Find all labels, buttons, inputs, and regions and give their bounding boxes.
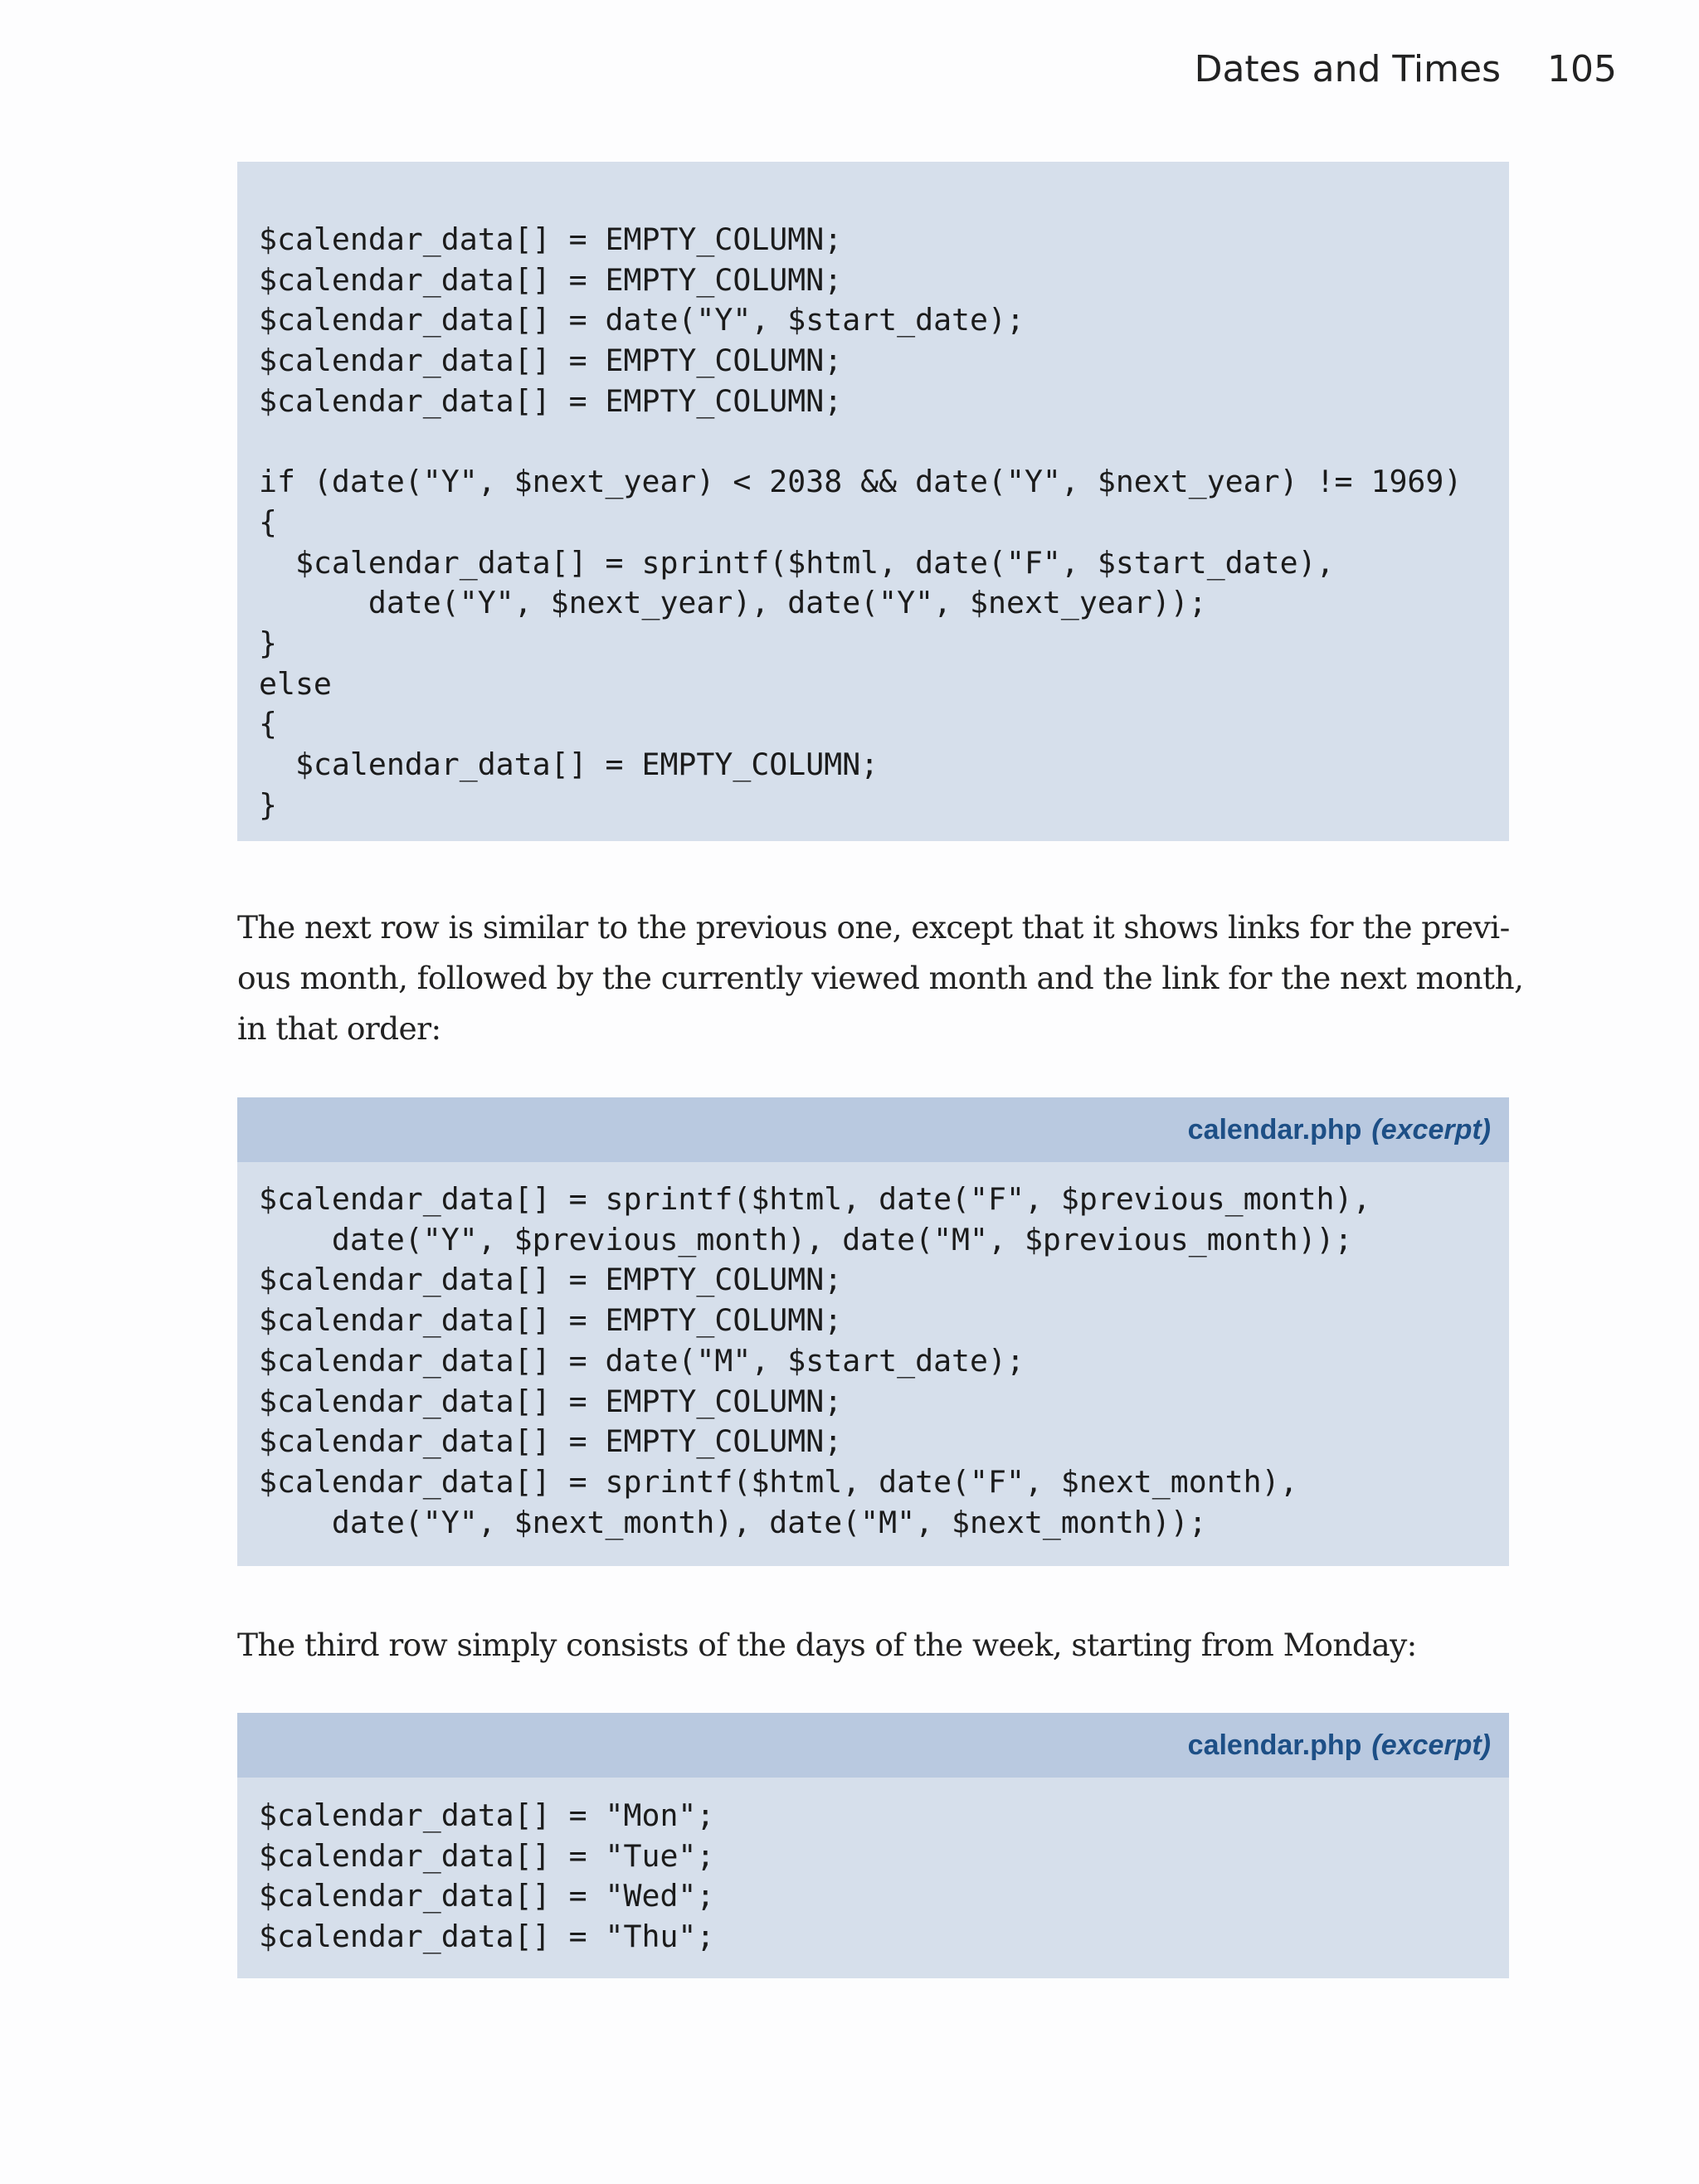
- running-header: [1195, 48, 1617, 90]
- code-caption: [237, 1097, 1509, 1162]
- code-block-2: [237, 1097, 1509, 1566]
- caption-filename: calendar.php: [1187, 1113, 1362, 1146]
- code-block-1: [237, 162, 1509, 841]
- code-listing: $calendar_data[] = "Mon"; $calendar_data[] = "Tue"; $calendar_data[] = "Wed"; $calendar_data[] = "Thu";: [259, 1797, 715, 1955]
- page-number: 105: [1547, 48, 1617, 90]
- caption-filename: calendar.php: [1187, 1729, 1362, 1761]
- code-caption: [237, 1713, 1509, 1778]
- code-listing: $calendar_data[] = EMPTY_COLUMN; $calendar_data[] = EMPTY_COLUMN; $calendar_data[] = date("Y", $start_date); $calendar_data[] = EMPTY_COLUMN; $calendar_data[] = EMPTY_COLUMN; if (date("Y", $next_year) < 2038 && date("Y", $next_year) != 1969) { $calendar_data[] = sprintf($html, date("F", $start_date), date("Y", $next_year), date("Y", $next_year)); } else { $calendar_data[] = EMPTY_COLUMN; }: [259, 221, 1463, 823]
- paragraph-line: ous month, followed by the currently viewed month and the link for the next month,: [237, 960, 1524, 996]
- code-listing: $calendar_data[] = sprintf($html, date("F", $previous_month), date("Y", $previous_month), date("M", $previous_month)); $calendar_data[] = EMPTY_COLUMN; $calendar_data[] = EMPTY_COLUMN; $calendar_data[] = date("M", $start_date); $calendar_data[] = EMPTY_COLUMN; $calendar_data[] = EMPTY_COLUMN; $calendar_data[] = sprintf($html, date("F", $next_month), date("Y", $next_month), date("M", $next_month));: [259, 1181, 1371, 1540]
- paragraph-line: The third row simply consists of the days of the week, starting from Monday:: [237, 1627, 1417, 1663]
- body-paragraph-2: [237, 1620, 1511, 1671]
- paragraph-line: in that order:: [237, 1010, 441, 1047]
- caption-note: (excerpt): [1371, 1113, 1491, 1146]
- paragraph-line: The next row is similar to the previous one, except that it shows links for the previ-: [237, 909, 1510, 946]
- section-title: Dates and Times: [1194, 48, 1502, 90]
- caption-note: (excerpt): [1371, 1729, 1491, 1761]
- body-paragraph-1: [237, 902, 1524, 1054]
- code-block-3: [237, 1713, 1509, 1978]
